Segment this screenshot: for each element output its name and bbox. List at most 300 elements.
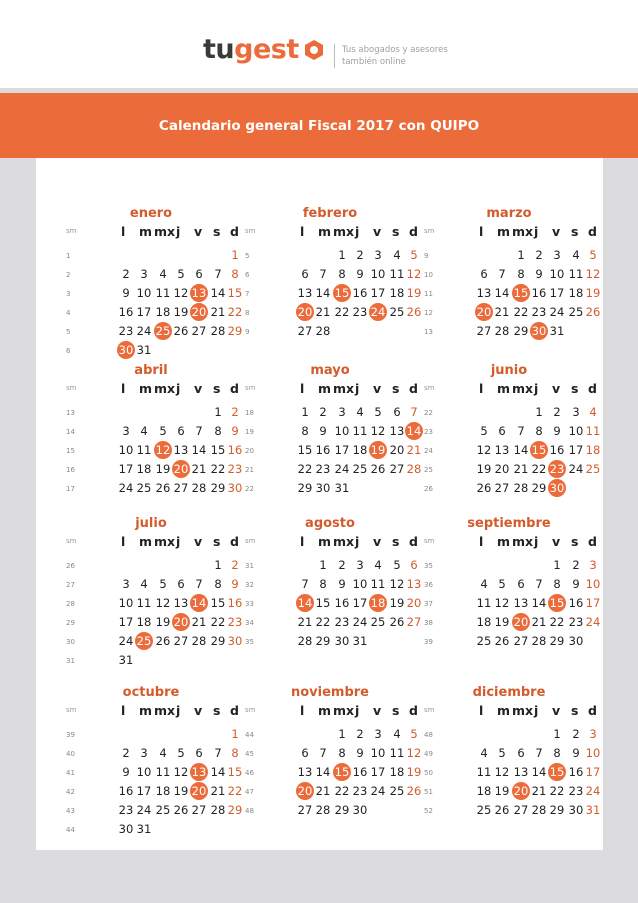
day-cell[interactable]: 13 xyxy=(406,577,422,591)
highlighted-day[interactable]: 13 xyxy=(191,286,207,300)
day-cell[interactable]: 18 xyxy=(389,765,405,779)
day-cell[interactable]: 10 xyxy=(334,424,350,438)
day-cell[interactable]: 29 xyxy=(531,481,547,495)
day-cell[interactable]: 4 xyxy=(159,746,167,760)
day-cell[interactable]: 22 xyxy=(549,615,565,629)
day-cell[interactable]: 5 xyxy=(410,248,418,262)
day-cell[interactable]: 18 xyxy=(352,443,368,457)
day-cell[interactable]: 5 xyxy=(498,746,506,760)
day-cell[interactable]: 8 xyxy=(338,746,346,760)
day-cell[interactable]: 1 xyxy=(553,558,561,572)
day-cell[interactable]: 5 xyxy=(498,577,506,591)
day-cell[interactable]: 17 xyxy=(585,765,601,779)
day-cell[interactable]: 15 xyxy=(210,596,226,610)
day-cell[interactable]: 8 xyxy=(338,267,346,281)
day-cell[interactable]: 9 xyxy=(553,424,561,438)
day-cell[interactable]: 17 xyxy=(568,443,584,457)
day-cell[interactable]: 3 xyxy=(589,558,597,572)
day-cell[interactable]: 26 xyxy=(155,481,171,495)
day-cell[interactable]: 25 xyxy=(568,305,584,319)
day-cell[interactable]: 2 xyxy=(535,248,543,262)
day-cell[interactable]: 6 xyxy=(517,746,525,760)
day-cell[interactable]: 19 xyxy=(585,286,601,300)
day-cell[interactable]: 6 xyxy=(177,424,185,438)
day-cell[interactable]: 31 xyxy=(352,634,368,648)
day-cell[interactable]: 11 xyxy=(136,443,152,457)
day-cell[interactable]: 22 xyxy=(210,462,226,476)
day-cell[interactable]: 3 xyxy=(356,558,364,572)
day-cell[interactable]: 21 xyxy=(210,305,226,319)
day-cell[interactable]: 16 xyxy=(334,596,350,610)
day-cell[interactable]: 9 xyxy=(572,577,580,591)
day-cell[interactable]: 19 xyxy=(406,765,422,779)
highlighted-day[interactable]: 19 xyxy=(370,443,386,457)
day-cell[interactable]: 27 xyxy=(513,803,529,817)
day-cell[interactable]: 8 xyxy=(231,746,239,760)
day-cell[interactable]: 16 xyxy=(568,765,584,779)
day-cell[interactable]: 3 xyxy=(338,405,346,419)
day-cell[interactable]: 12 xyxy=(173,286,189,300)
day-cell[interactable]: 27 xyxy=(494,481,510,495)
day-cell[interactable]: 11 xyxy=(370,577,386,591)
day-cell[interactable]: 16 xyxy=(315,443,331,457)
day-cell[interactable]: 27 xyxy=(173,481,189,495)
day-cell[interactable]: 2 xyxy=(319,405,327,419)
day-cell[interactable]: 3 xyxy=(122,424,130,438)
day-cell[interactable]: 18 xyxy=(568,286,584,300)
day-cell[interactable]: 27 xyxy=(513,634,529,648)
day-cell[interactable]: 16 xyxy=(531,286,547,300)
day-cell[interactable]: 4 xyxy=(356,405,364,419)
day-cell[interactable]: 1 xyxy=(301,405,309,419)
day-cell[interactable]: 31 xyxy=(549,324,565,338)
day-cell[interactable]: 28 xyxy=(494,324,510,338)
day-cell[interactable]: 5 xyxy=(159,424,167,438)
day-cell[interactable]: 23 xyxy=(352,305,368,319)
day-cell[interactable]: 27 xyxy=(389,462,405,476)
day-cell[interactable]: 6 xyxy=(177,577,185,591)
highlighted-day[interactable]: 30 xyxy=(118,343,134,357)
highlighted-day[interactable]: 13 xyxy=(191,765,207,779)
day-cell[interactable]: 6 xyxy=(517,577,525,591)
day-cell[interactable]: 16 xyxy=(227,596,243,610)
day-cell[interactable]: 21 xyxy=(531,615,547,629)
day-cell[interactable]: 7 xyxy=(301,577,309,591)
day-cell[interactable]: 27 xyxy=(476,324,492,338)
day-cell[interactable]: 27 xyxy=(173,634,189,648)
day-cell[interactable]: 3 xyxy=(572,405,580,419)
day-cell[interactable]: 9 xyxy=(356,267,364,281)
day-cell[interactable]: 10 xyxy=(585,746,601,760)
day-cell[interactable]: 11 xyxy=(352,424,368,438)
day-cell[interactable]: 23 xyxy=(334,615,350,629)
day-cell[interactable]: 11 xyxy=(476,765,492,779)
day-cell[interactable]: 29 xyxy=(210,481,226,495)
day-cell[interactable]: 7 xyxy=(195,577,203,591)
day-cell[interactable]: 19 xyxy=(155,615,171,629)
day-cell[interactable]: 2 xyxy=(122,267,130,281)
day-cell[interactable]: 7 xyxy=(535,746,543,760)
day-cell[interactable]: 3 xyxy=(140,746,148,760)
day-cell[interactable]: 12 xyxy=(370,424,386,438)
day-cell[interactable]: 24 xyxy=(585,784,601,798)
day-cell[interactable]: 10 xyxy=(585,577,601,591)
day-cell[interactable]: 2 xyxy=(356,727,364,741)
day-cell[interactable]: 19 xyxy=(494,615,510,629)
day-cell[interactable]: 10 xyxy=(370,267,386,281)
day-cell[interactable]: 29 xyxy=(513,324,529,338)
day-cell[interactable]: 18 xyxy=(136,615,152,629)
day-cell[interactable]: 17 xyxy=(370,765,386,779)
day-cell[interactable]: 5 xyxy=(480,424,488,438)
day-cell[interactable]: 9 xyxy=(231,577,239,591)
day-cell[interactable]: 10 xyxy=(118,443,134,457)
day-cell[interactable]: 17 xyxy=(352,596,368,610)
day-cell[interactable]: 23 xyxy=(568,615,584,629)
day-cell[interactable]: 28 xyxy=(210,803,226,817)
highlighted-day[interactable]: 20 xyxy=(297,784,313,798)
day-cell[interactable]: 28 xyxy=(297,634,313,648)
day-cell[interactable]: 3 xyxy=(122,577,130,591)
day-cell[interactable]: 28 xyxy=(513,481,529,495)
day-cell[interactable]: 4 xyxy=(159,267,167,281)
day-cell[interactable]: 4 xyxy=(393,248,401,262)
day-cell[interactable]: 26 xyxy=(494,803,510,817)
day-cell[interactable]: 24 xyxy=(118,634,134,648)
day-cell[interactable]: 18 xyxy=(476,615,492,629)
day-cell[interactable]: 12 xyxy=(494,596,510,610)
day-cell[interactable]: 12 xyxy=(155,596,171,610)
day-cell[interactable]: 12 xyxy=(173,765,189,779)
day-cell[interactable]: 3 xyxy=(374,727,382,741)
day-cell[interactable]: 2 xyxy=(338,558,346,572)
highlighted-day[interactable]: 20 xyxy=(191,305,207,319)
day-cell[interactable]: 6 xyxy=(498,424,506,438)
day-cell[interactable]: 25 xyxy=(585,462,601,476)
day-cell[interactable]: 10 xyxy=(118,596,134,610)
day-cell[interactable]: 13 xyxy=(297,286,313,300)
day-cell[interactable]: 28 xyxy=(406,462,422,476)
day-cell[interactable]: 12 xyxy=(494,765,510,779)
day-cell[interactable]: 11 xyxy=(476,596,492,610)
day-cell[interactable]: 11 xyxy=(155,765,171,779)
day-cell[interactable]: 13 xyxy=(389,424,405,438)
day-cell[interactable]: 31 xyxy=(334,481,350,495)
day-cell[interactable]: 29 xyxy=(315,634,331,648)
day-cell[interactable]: 24 xyxy=(370,784,386,798)
day-cell[interactable]: 21 xyxy=(210,784,226,798)
day-cell[interactable]: 16 xyxy=(568,596,584,610)
day-cell[interactable]: 6 xyxy=(195,267,203,281)
day-cell[interactable]: 15 xyxy=(297,443,313,457)
day-cell[interactable]: 19 xyxy=(173,305,189,319)
day-cell[interactable]: 10 xyxy=(352,577,368,591)
day-cell[interactable]: 26 xyxy=(494,634,510,648)
day-cell[interactable]: 8 xyxy=(301,424,309,438)
day-cell[interactable]: 31 xyxy=(136,343,152,357)
day-cell[interactable]: 10 xyxy=(549,267,565,281)
day-cell[interactable]: 8 xyxy=(517,267,525,281)
day-cell[interactable]: 21 xyxy=(315,305,331,319)
highlighted-day[interactable]: 25 xyxy=(155,324,171,338)
tugest-logo[interactable] xyxy=(203,36,325,63)
day-cell[interactable]: 25 xyxy=(370,615,386,629)
day-cell[interactable]: 21 xyxy=(297,615,313,629)
day-cell[interactable]: 4 xyxy=(572,248,580,262)
day-cell[interactable]: 28 xyxy=(210,324,226,338)
day-cell[interactable]: 22 xyxy=(210,615,226,629)
day-cell[interactable]: 24 xyxy=(352,615,368,629)
day-cell[interactable]: 8 xyxy=(214,577,222,591)
day-cell[interactable]: 26 xyxy=(155,634,171,648)
day-cell[interactable]: 23 xyxy=(352,784,368,798)
day-cell[interactable]: 2 xyxy=(356,248,364,262)
day-cell[interactable]: 16 xyxy=(118,305,134,319)
day-cell[interactable]: 10 xyxy=(136,286,152,300)
day-cell[interactable]: 31 xyxy=(118,653,134,667)
highlighted-day[interactable]: 15 xyxy=(334,765,350,779)
day-cell[interactable]: 22 xyxy=(227,784,243,798)
highlighted-day[interactable]: 30 xyxy=(531,324,547,338)
day-cell[interactable]: 22 xyxy=(549,784,565,798)
day-cell[interactable]: 17 xyxy=(334,443,350,457)
day-cell[interactable]: 19 xyxy=(155,462,171,476)
day-cell[interactable]: 14 xyxy=(494,286,510,300)
highlighted-day[interactable]: 30 xyxy=(549,481,565,495)
day-cell[interactable]: 26 xyxy=(476,481,492,495)
day-cell[interactable]: 12 xyxy=(476,443,492,457)
day-cell[interactable]: 12 xyxy=(406,746,422,760)
day-cell[interactable]: 28 xyxy=(315,324,331,338)
highlighted-day[interactable]: 20 xyxy=(297,305,313,319)
day-cell[interactable]: 11 xyxy=(389,746,405,760)
day-cell[interactable]: 25 xyxy=(476,803,492,817)
day-cell[interactable]: 22 xyxy=(297,462,313,476)
day-cell[interactable]: 9 xyxy=(572,746,580,760)
day-cell[interactable]: 9 xyxy=(356,746,364,760)
day-cell[interactable]: 26 xyxy=(370,462,386,476)
day-cell[interactable]: 27 xyxy=(297,803,313,817)
day-cell[interactable]: 22 xyxy=(227,305,243,319)
day-cell[interactable]: 9 xyxy=(122,765,130,779)
day-cell[interactable]: 14 xyxy=(315,286,331,300)
day-cell[interactable]: 8 xyxy=(535,424,543,438)
day-cell[interactable]: 5 xyxy=(393,558,401,572)
day-cell[interactable]: 21 xyxy=(315,784,331,798)
day-cell[interactable]: 11 xyxy=(568,267,584,281)
day-cell[interactable]: 13 xyxy=(173,596,189,610)
day-cell[interactable]: 1 xyxy=(338,248,346,262)
day-cell[interactable]: 1 xyxy=(553,727,561,741)
day-cell[interactable]: 18 xyxy=(585,443,601,457)
day-cell[interactable]: 19 xyxy=(494,784,510,798)
day-cell[interactable]: 1 xyxy=(535,405,543,419)
day-cell[interactable]: 18 xyxy=(136,462,152,476)
highlighted-day[interactable]: 24 xyxy=(370,305,386,319)
day-cell[interactable]: 7 xyxy=(535,577,543,591)
day-cell[interactable]: 9 xyxy=(122,286,130,300)
day-cell[interactable]: 1 xyxy=(319,558,327,572)
day-cell[interactable]: 29 xyxy=(334,803,350,817)
day-cell[interactable]: 7 xyxy=(214,746,222,760)
day-cell[interactable]: 13 xyxy=(494,443,510,457)
day-cell[interactable]: 4 xyxy=(480,746,488,760)
day-cell[interactable]: 23 xyxy=(315,462,331,476)
day-cell[interactable]: 23 xyxy=(227,462,243,476)
day-cell[interactable]: 5 xyxy=(177,746,185,760)
day-cell[interactable]: 29 xyxy=(227,324,243,338)
day-cell[interactable]: 1 xyxy=(517,248,525,262)
day-cell[interactable]: 17 xyxy=(585,596,601,610)
day-cell[interactable]: 25 xyxy=(136,481,152,495)
day-cell[interactable]: 17 xyxy=(136,305,152,319)
day-cell[interactable]: 4 xyxy=(140,577,148,591)
day-cell[interactable]: 16 xyxy=(549,443,565,457)
day-cell[interactable]: 26 xyxy=(389,615,405,629)
day-cell[interactable]: 6 xyxy=(301,746,309,760)
day-cell[interactable]: 29 xyxy=(297,481,313,495)
day-cell[interactable]: 7 xyxy=(319,746,327,760)
day-cell[interactable]: 21 xyxy=(191,615,207,629)
day-cell[interactable]: 8 xyxy=(553,746,561,760)
day-cell[interactable]: 10 xyxy=(568,424,584,438)
day-cell[interactable]: 2 xyxy=(231,558,239,572)
highlighted-day[interactable]: 20 xyxy=(191,784,207,798)
day-cell[interactable]: 23 xyxy=(531,305,547,319)
day-cell[interactable]: 30 xyxy=(227,634,243,648)
day-cell[interactable]: 16 xyxy=(352,286,368,300)
day-cell[interactable]: 14 xyxy=(315,765,331,779)
day-cell[interactable]: 25 xyxy=(352,462,368,476)
day-cell[interactable]: 28 xyxy=(531,803,547,817)
day-cell[interactable]: 18 xyxy=(476,784,492,798)
day-cell[interactable]: 17 xyxy=(370,286,386,300)
day-cell[interactable]: 11 xyxy=(389,267,405,281)
day-cell[interactable]: 24 xyxy=(136,324,152,338)
day-cell[interactable]: 8 xyxy=(553,577,561,591)
day-cell[interactable]: 30 xyxy=(315,481,331,495)
day-cell[interactable]: 22 xyxy=(334,784,350,798)
day-cell[interactable]: 6 xyxy=(301,267,309,281)
day-cell[interactable]: 6 xyxy=(195,746,203,760)
highlighted-day[interactable]: 15 xyxy=(549,765,565,779)
day-cell[interactable]: 4 xyxy=(480,577,488,591)
day-cell[interactable]: 20 xyxy=(389,443,405,457)
day-cell[interactable]: 26 xyxy=(406,305,422,319)
highlighted-day[interactable]: 14 xyxy=(297,596,313,610)
day-cell[interactable]: 4 xyxy=(140,424,148,438)
day-cell[interactable]: 7 xyxy=(319,267,327,281)
day-cell[interactable]: 23 xyxy=(118,324,134,338)
day-cell[interactable]: 13 xyxy=(476,286,492,300)
highlighted-day[interactable]: 20 xyxy=(173,615,189,629)
day-cell[interactable]: 22 xyxy=(315,615,331,629)
day-cell[interactable]: 15 xyxy=(227,286,243,300)
day-cell[interactable]: 26 xyxy=(173,803,189,817)
day-cell[interactable]: 22 xyxy=(334,305,350,319)
day-cell[interactable]: 25 xyxy=(476,634,492,648)
day-cell[interactable]: 23 xyxy=(118,803,134,817)
day-cell[interactable]: 22 xyxy=(531,462,547,476)
day-cell[interactable]: 16 xyxy=(227,443,243,457)
day-cell[interactable]: 29 xyxy=(549,803,565,817)
day-cell[interactable]: 1 xyxy=(214,405,222,419)
day-cell[interactable]: 6 xyxy=(480,267,488,281)
day-cell[interactable]: 15 xyxy=(210,443,226,457)
day-cell[interactable]: 10 xyxy=(136,765,152,779)
day-cell[interactable]: 2 xyxy=(122,746,130,760)
day-cell[interactable]: 17 xyxy=(136,784,152,798)
day-cell[interactable]: 20 xyxy=(406,596,422,610)
day-cell[interactable]: 14 xyxy=(513,443,529,457)
day-cell[interactable]: 1 xyxy=(231,248,239,262)
day-cell[interactable]: 2 xyxy=(231,405,239,419)
day-cell[interactable]: 19 xyxy=(389,596,405,610)
day-cell[interactable]: 13 xyxy=(297,765,313,779)
day-cell[interactable]: 25 xyxy=(389,305,405,319)
day-cell[interactable]: 6 xyxy=(410,558,418,572)
day-cell[interactable]: 27 xyxy=(297,324,313,338)
day-cell[interactable]: 4 xyxy=(589,405,597,419)
day-cell[interactable]: 30 xyxy=(334,634,350,648)
day-cell[interactable]: 28 xyxy=(191,634,207,648)
highlighted-day[interactable]: 20 xyxy=(476,305,492,319)
day-cell[interactable]: 21 xyxy=(406,443,422,457)
day-cell[interactable]: 21 xyxy=(494,305,510,319)
day-cell[interactable]: 14 xyxy=(210,286,226,300)
day-cell[interactable]: 29 xyxy=(210,634,226,648)
day-cell[interactable]: 4 xyxy=(374,558,382,572)
day-cell[interactable]: 29 xyxy=(227,803,243,817)
day-cell[interactable]: 21 xyxy=(513,462,529,476)
day-cell[interactable]: 16 xyxy=(352,765,368,779)
day-cell[interactable]: 30 xyxy=(568,803,584,817)
day-cell[interactable]: 27 xyxy=(191,803,207,817)
day-cell[interactable]: 26 xyxy=(173,324,189,338)
day-cell[interactable]: 29 xyxy=(549,634,565,648)
day-cell[interactable]: 30 xyxy=(227,481,243,495)
day-cell[interactable]: 19 xyxy=(173,784,189,798)
day-cell[interactable]: 24 xyxy=(136,803,152,817)
day-cell[interactable]: 3 xyxy=(553,248,561,262)
day-cell[interactable]: 16 xyxy=(118,784,134,798)
day-cell[interactable]: 7 xyxy=(517,424,525,438)
day-cell[interactable]: 5 xyxy=(374,405,382,419)
day-cell[interactable]: 30 xyxy=(352,803,368,817)
day-cell[interactable]: 14 xyxy=(531,596,547,610)
day-cell[interactable]: 18 xyxy=(155,784,171,798)
day-cell[interactable]: 27 xyxy=(406,615,422,629)
day-cell[interactable]: 26 xyxy=(585,305,601,319)
day-cell[interactable]: 10 xyxy=(370,746,386,760)
day-cell[interactable]: 14 xyxy=(210,765,226,779)
day-cell[interactable]: 18 xyxy=(155,305,171,319)
day-cell[interactable]: 3 xyxy=(374,248,382,262)
day-cell[interactable]: 1 xyxy=(231,727,239,741)
day-cell[interactable]: 3 xyxy=(589,727,597,741)
highlighted-day[interactable]: 15 xyxy=(549,596,565,610)
day-cell[interactable]: 25 xyxy=(389,784,405,798)
day-cell[interactable]: 6 xyxy=(393,405,401,419)
day-cell[interactable]: 2 xyxy=(572,558,580,572)
highlighted-day[interactable]: 20 xyxy=(513,615,529,629)
highlighted-day[interactable]: 14 xyxy=(191,596,207,610)
highlighted-day[interactable]: 20 xyxy=(173,462,189,476)
day-cell[interactable]: 17 xyxy=(549,286,565,300)
day-cell[interactable]: 5 xyxy=(589,248,597,262)
highlighted-day[interactable]: 15 xyxy=(513,286,529,300)
day-cell[interactable]: 8 xyxy=(214,424,222,438)
